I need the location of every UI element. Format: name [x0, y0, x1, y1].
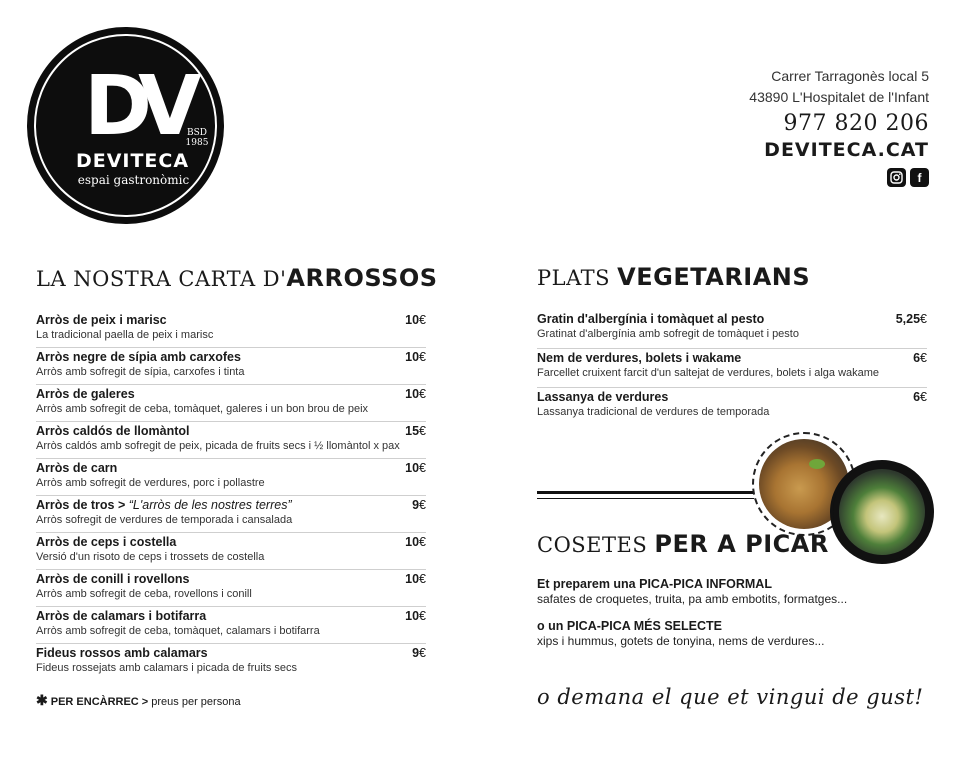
address-line-1: Carrer Tarragonès local 5 [771, 68, 929, 84]
price-value: 10 [405, 535, 420, 549]
item-price [405, 350, 426, 365]
closing-tagline: o demana el que et vingui de gust! [537, 685, 924, 709]
item-name [36, 498, 426, 513]
item-name: Arròs de galeres [36, 387, 135, 401]
item-description: Arròs sofregit de verdures de temporada i cansalada [36, 514, 293, 526]
pica-pica-title: o un PICA-PICA MÉS SELECTE [537, 619, 722, 633]
item-name: Gratin d'albergínia i tomàquet al pesto [537, 312, 765, 326]
vegetarians-title-light: PLATS [537, 266, 618, 290]
pica-pica-description: safates de croquetes, truita, pa amb embotits, formatges... [537, 592, 848, 606]
item-description: Farcellet cruixent farcit d'un saltejat de verdures, bolets i alga wakame [537, 367, 880, 379]
pica-pica-selecte [537, 619, 937, 649]
menu-item [537, 388, 927, 427]
item-price [405, 461, 426, 476]
vegetarians-title-bold: VEGETARIANS [617, 263, 811, 291]
arrossos-title-bold: ARROSSOS [286, 264, 438, 292]
vegetarians-menu [537, 310, 927, 427]
menu-item [36, 496, 426, 533]
menu-item [537, 349, 927, 388]
vegetarians-title [537, 263, 810, 292]
order-note [36, 693, 241, 709]
pica-pica-description: xips i hummus, gotets de tonyina, nems de verdures... [537, 634, 825, 648]
price-value: 10 [405, 350, 420, 364]
price-value: 9 [412, 646, 420, 660]
phone-number[interactable]: 977 820 206 [783, 111, 929, 136]
menu-item [36, 533, 426, 570]
price-currency: € [419, 387, 426, 401]
facebook-icon[interactable]: f [910, 168, 929, 187]
salad-glass-photo-image [839, 469, 925, 555]
item-description: Arròs amb sofregit de sípia, carxofes i tinta [36, 366, 245, 378]
item-name-italic: “L'arròs de les nostres terres” [128, 498, 292, 512]
item-name: Arròs de ceps i costella [36, 535, 177, 549]
price-value: 6 [913, 351, 921, 365]
salad-glass-photo [830, 460, 934, 564]
note-text: preus per persona [151, 696, 241, 708]
price-value: 5,25 [895, 312, 921, 326]
price-value: 10 [405, 572, 420, 586]
pica-pica-informal [537, 577, 937, 607]
price-value: 10 [405, 609, 420, 623]
section-divider [537, 491, 759, 499]
menu-item [36, 385, 426, 422]
item-price [405, 387, 426, 402]
price-value: 10 [405, 387, 420, 401]
item-description: Lassanya tradicional de verdures de temporada [537, 406, 770, 418]
pica-pica-title: Et preparem una PICA-PICA INFORMAL [537, 577, 772, 591]
menu-item [36, 644, 426, 681]
arrossos-title [36, 264, 438, 293]
cosetes-title-bold: PER A PICAR [654, 530, 829, 558]
item-price [913, 351, 927, 366]
item-description: Arròs amb sofregit de ceba, tomàquet, galeres i un bon brou de peix [36, 403, 369, 415]
logo-subtitle: espai gastronòmic [77, 173, 190, 187]
item-name: Lassanya de verdures [537, 390, 669, 404]
item-name: Arròs de conill i rovellons [36, 572, 190, 586]
price-currency: € [419, 350, 426, 364]
item-name-main: Arròs de tros > [36, 498, 129, 512]
item-price [405, 313, 426, 328]
item-description: Versió d'un risoto de ceps i trossets de costella [36, 551, 265, 563]
price-value: 10 [405, 461, 420, 475]
price-currency: € [419, 609, 426, 623]
menu-item [36, 422, 426, 459]
item-name: Fideus rossos amb calamars [36, 646, 208, 660]
item-description: Gratinat d'albergínia amb sofregit de tomàquet i pesto [537, 328, 799, 340]
item-price [913, 390, 927, 405]
deviteca-logo [27, 27, 224, 224]
price-value: 10 [405, 313, 420, 327]
price-value: 9 [412, 498, 420, 512]
item-description: Arròs amb sofregit de ceba, tomàquet, calamars i botifarra [36, 625, 320, 637]
price-currency: € [920, 351, 927, 365]
contact-info [749, 66, 929, 187]
price-currency: € [419, 424, 426, 438]
price-currency: € [419, 572, 426, 586]
item-price [405, 424, 426, 439]
item-description: La tradicional paella de peix i marisc [36, 329, 214, 341]
item-name: Arròs caldós de llomàntol [36, 424, 190, 438]
cosetes-title-light: COSETES [537, 533, 655, 557]
menu-item [36, 607, 426, 644]
item-description: Arròs amb sofregit de verdures, porc i pollastre [36, 477, 265, 489]
item-name: Nem de verdures, bolets i wakame [537, 351, 742, 365]
menu-item [36, 459, 426, 496]
item-name: Arròs negre de sípia amb carxofes [36, 350, 241, 364]
logo-established: BSD 1985 [185, 128, 209, 148]
note-bold: PER ENCÀRREC > [50, 696, 152, 708]
price-currency: € [920, 390, 927, 404]
item-price [405, 609, 426, 624]
item-description: Fideus rossejats amb calamars i picada de fruits secs [36, 662, 298, 674]
menu-item [537, 310, 927, 349]
price-currency: € [419, 313, 426, 327]
item-name: Arròs de peix i marisc [36, 313, 167, 327]
cosetes-title [537, 530, 829, 559]
price-currency: € [419, 646, 426, 660]
price-currency: € [419, 461, 426, 475]
item-price [412, 498, 426, 513]
logo-name: DEVITECA [75, 150, 190, 172]
item-price [405, 535, 426, 550]
address-line-2: 43890 L'Hospitalet de l'Infant [749, 89, 929, 105]
arrossos-title-light: LA NOSTRA CARTA D' [36, 267, 287, 291]
item-price [896, 312, 927, 327]
logo-monogram: DV [84, 59, 188, 154]
price-value: 15 [405, 424, 420, 438]
item-name: Arròs de carn [36, 461, 118, 475]
menu-item [36, 348, 426, 385]
item-name: Arròs de calamars i botifarra [36, 609, 207, 623]
item-price [405, 572, 426, 587]
arrossos-menu [36, 311, 426, 681]
social-links [749, 168, 929, 187]
menu-item [36, 311, 426, 348]
price-value: 6 [913, 390, 921, 404]
price-currency: € [920, 312, 927, 326]
asterisk-icon: ✱ [36, 692, 48, 708]
menu-item [36, 570, 426, 607]
item-description: Arròs caldós amb sofregit de peix, picada de fruits secs i ½ llomàntol x pax [36, 440, 400, 452]
item-price [412, 646, 426, 661]
price-currency: € [419, 498, 426, 512]
instagram-icon[interactable] [887, 168, 906, 187]
price-currency: € [419, 535, 426, 549]
website-link[interactable]: DEVITECA.CAT [764, 139, 929, 161]
item-description: Arròs amb sofregit de ceba, rovellons i conill [36, 588, 252, 600]
